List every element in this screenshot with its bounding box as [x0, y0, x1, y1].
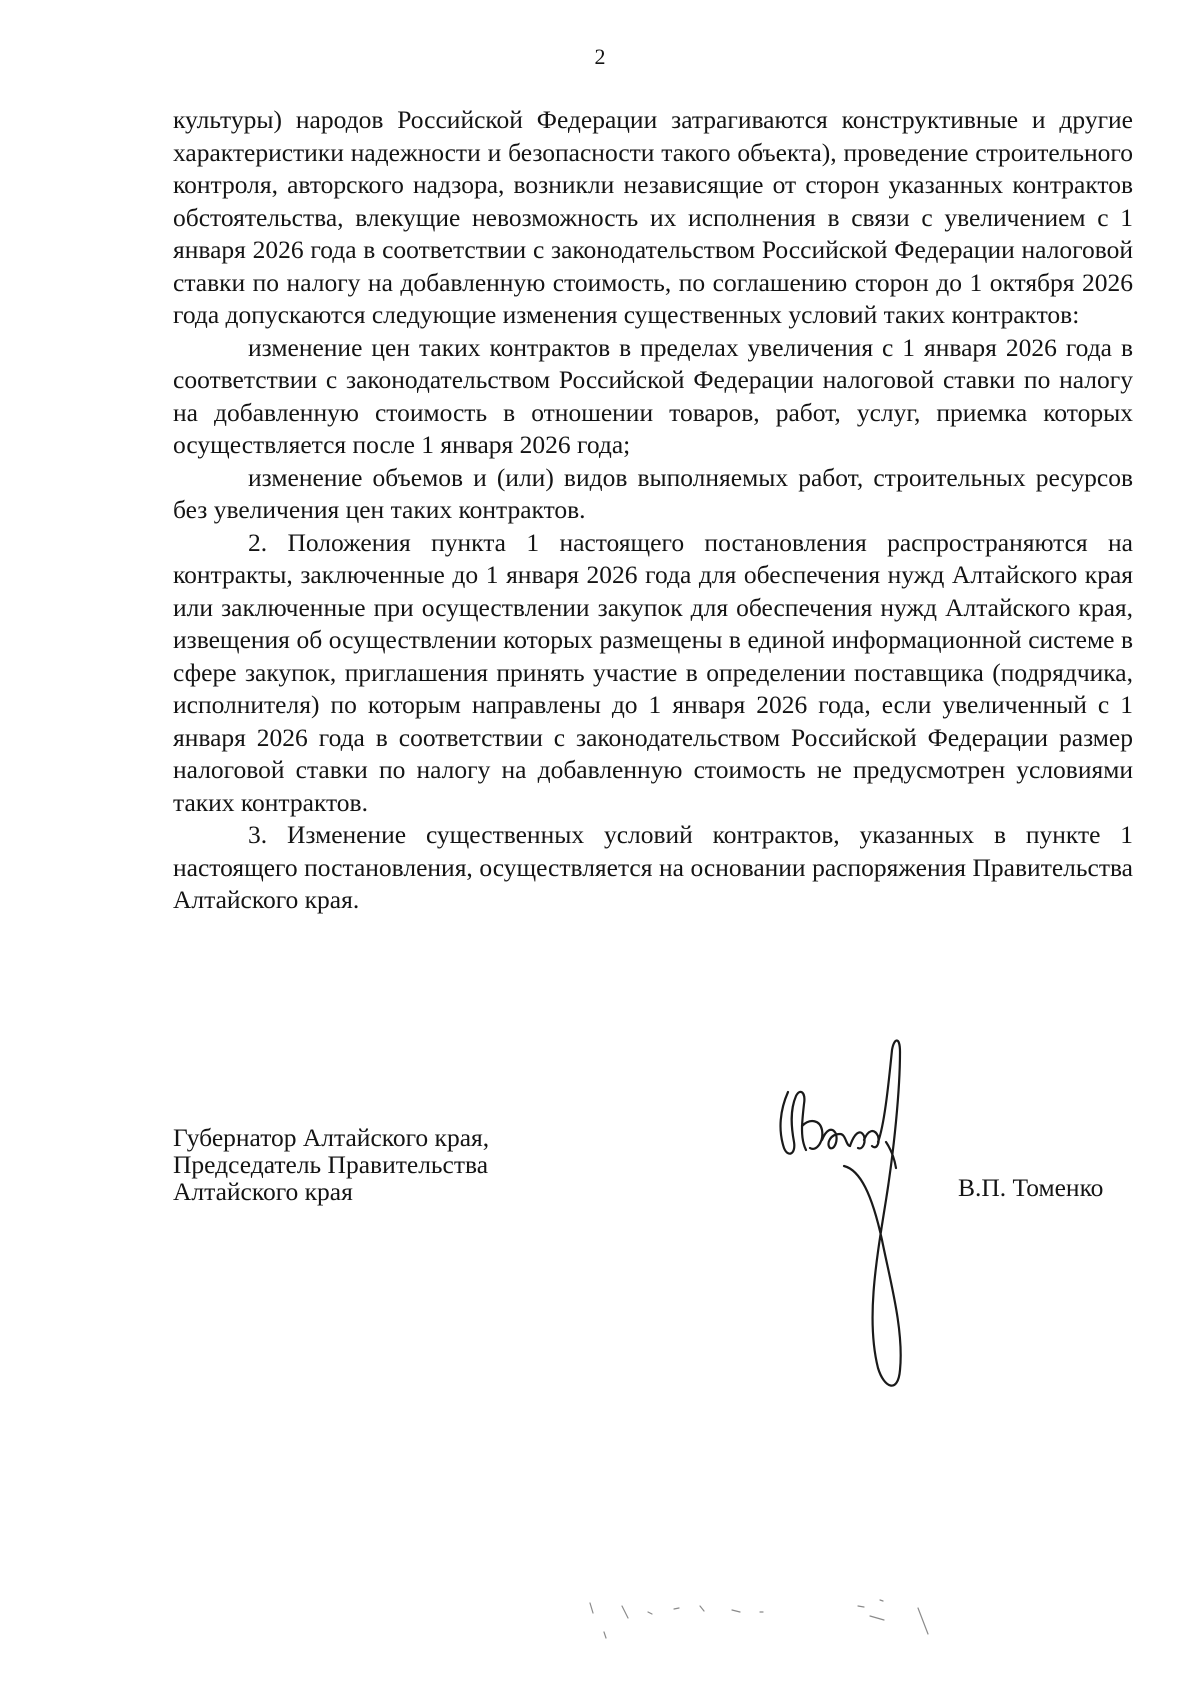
- document-body: [173, 104, 1133, 917]
- signer-name: В.П. Томенко: [958, 1173, 1104, 1202]
- signatory-position-line: Алтайского края: [173, 1177, 353, 1206]
- paragraph-volume-change: изменение объемов и (или) видов выполняемых работ, строительных ресурсов без увеличения цен таких контрактов.: [173, 462, 1133, 524]
- paragraph-price-change: изменение цен таких контрактов в пределах увеличения с 1 января 2026 года в соответствии с законодательством Российской Федерации налоговой ставки по налогу на добавленную стоимость в отношении товаров, работ, услуг, приемка которых осуществляется после 1 января 2026 года;: [173, 332, 1133, 459]
- page-number: 2: [594, 44, 606, 69]
- signatory-position-line: Председатель Правительства: [173, 1150, 489, 1179]
- paragraph-item-3: 3. Изменение существенных условий контрактов, указанных в пункте 1 настоящего постановления, осуществляется на основании распоряжения Правительства Алтайского края.: [173, 820, 1133, 914]
- signatory-position: [173, 1124, 489, 1205]
- signatory-position-line: Губернатор Алтайского края,: [173, 1123, 490, 1152]
- paragraph-item-2: 2. Положения пункта 1 настоящего постановления распространяются на контракты, заключенные до 1 января 2026 года для обеспечения нужд Алтайского края или заключенные при осуществлении закупок для обеспечения нужд Алтайского края, извещения об осуществлении которых размещены в единой информационной системе в сфере закупок, приглашения принять участие в определении поставщика (подрядчика, исполнителя) по которым направлены до 1 января 2026 года, если увеличенный с 1 января 2026 года в соответствии с законодательством Российской Федерации размер налоговой ставки по налогу на добавленную стоимость не предусмотрен условиями таких контрактов.: [173, 527, 1133, 817]
- handwritten-signature: [760, 1030, 960, 1430]
- paragraph-1-continuation: культуры) народов Российской Федерации затрагиваются конструктивные и другие характеристики надежности и безопасности такого объекта), проведение строительного контроля, авторского надзора, возникли независящие от сторон указанных контрактов обстоятельства, влекущие невозможность их исполнения в связи с увеличением с 1 января 2026 года в соответствии с законодательством Российской Федерации налоговой ставки по налогу на добавленную стоимость, по соглашению сторон до 1 октября 2026 года допускаются следующие изменения существенных условий таких контрактов:: [173, 105, 1133, 329]
